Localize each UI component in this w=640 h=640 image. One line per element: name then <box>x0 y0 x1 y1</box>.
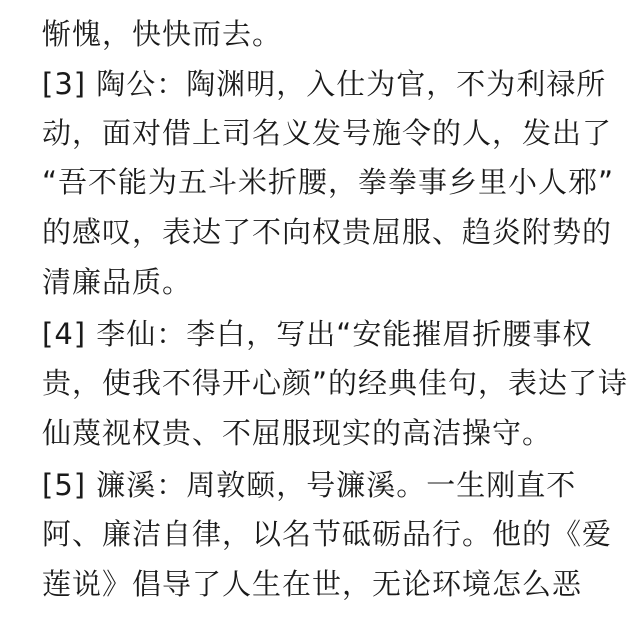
text-line: 的感叹，表达了不向权贵屈服、趋炎附势的 <box>42 215 613 249</box>
text-line: 阿、廉洁自律，以名节砥砺品行。他的《爱 <box>42 517 613 551</box>
text-line: 动，面对借上司名义发号施令的人，发出了 <box>42 116 613 150</box>
text-line: “吾不能为五斗米折腰，拳拳事乡里小人邪” <box>42 165 615 199</box>
note-4-line: [4] 李仙：李白，写出“安能摧眉折腰事权 <box>42 317 593 351</box>
text-line: 清廉品质。 <box>42 265 193 299</box>
note-5-line: [5] 濂溪：周敦颐，号濂溪。一生刚直不 <box>42 468 577 502</box>
text-line: 惭愧，快快而去。 <box>42 17 283 51</box>
note-3-line: [3] 陶公：陶渊明，入仕为官，不为利禄所 <box>42 67 607 101</box>
text-line: 仙蔑视权贵、不屈服现实的高洁操守。 <box>42 416 553 450</box>
text-line: 莲说》倡导了人生在世，无论环境怎么恶 <box>42 567 583 601</box>
text-line: 贵，使我不得开心颜”的经典佳句，表达了诗 <box>42 366 629 400</box>
